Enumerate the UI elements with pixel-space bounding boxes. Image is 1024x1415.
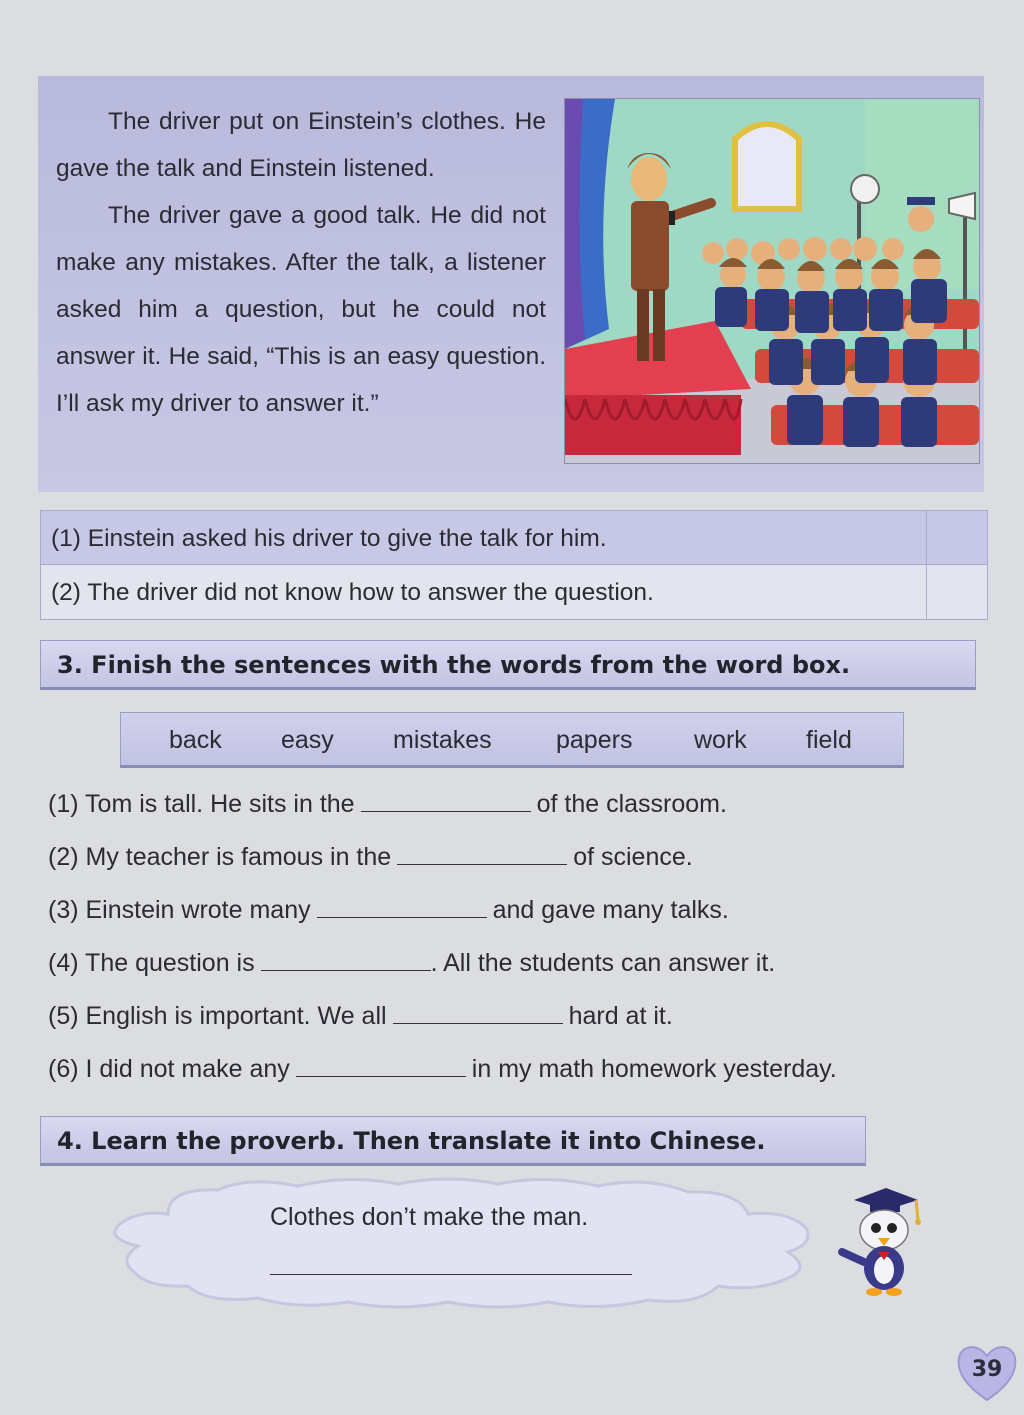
word-box: [120, 712, 904, 768]
sentence-text: (1) Tom is tall. He sits in the: [48, 790, 355, 818]
fill-in-sentence: [48, 1052, 837, 1086]
sentence-text: of science.: [573, 843, 693, 871]
answer-blank[interactable]: [361, 789, 531, 812]
lecture-illustration: [564, 98, 980, 464]
answer-blank[interactable]: [393, 1001, 563, 1024]
fill-in-sentence: [48, 840, 693, 874]
word-box-item: work: [694, 726, 747, 754]
answer-blank[interactable]: [397, 842, 567, 865]
section-4-heading: 4. Learn the proverb. Then translate it into Chinese.: [40, 1116, 866, 1166]
cloud-icon: [98, 1174, 818, 1312]
true-false-table: [40, 510, 988, 620]
section-3-heading: 3. Finish the sentences with the words from the word box.: [40, 640, 976, 690]
word-box-item: papers: [556, 726, 633, 754]
story-panel: [38, 76, 984, 492]
sentence-text: (2) My teacher is famous in the: [48, 843, 392, 871]
answer-blank[interactable]: [261, 948, 431, 971]
true-false-row: (2) The driver did not know how to answer the question.: [40, 565, 926, 620]
sentence-text: in my math homework yesterday.: [471, 1055, 837, 1083]
story-paragraph-1: The driver put on Einstein’s clothes. He gave the talk and Einstein listened.: [56, 108, 546, 182]
owl-mascot-icon: [832, 1186, 926, 1298]
answer-box[interactable]: [926, 565, 988, 620]
word-box-item: easy: [281, 726, 334, 754]
fill-in-sentence: [48, 787, 727, 821]
lecture-hall-image: [565, 99, 979, 463]
fill-in-sentence: [48, 999, 673, 1033]
fill-in-sentence: [48, 893, 729, 927]
sentence-text: (3) Einstein wrote many: [48, 896, 311, 924]
answer-blank[interactable]: [317, 895, 487, 918]
sentence-text: and gave many talks.: [492, 896, 729, 924]
word-box-item: back: [169, 726, 222, 754]
sentence-text: (6) I did not make any: [48, 1055, 290, 1083]
page-number: 39: [971, 1357, 1003, 1382]
fill-in-sentence: [48, 946, 775, 980]
sentence-text: (5) English is important. We all: [48, 1002, 387, 1030]
proverb-text: Clothes don’t make the man.: [270, 1203, 589, 1231]
sentence-text: . All the students can answer it.: [430, 949, 776, 977]
word-box-item: field: [806, 726, 852, 754]
true-false-row: (1) Einstein asked his driver to give the talk for him.: [40, 510, 926, 565]
story-text: [56, 98, 546, 427]
translation-blank[interactable]: [270, 1274, 632, 1275]
sentence-text: hard at it.: [568, 1002, 673, 1030]
word-box-item: mistakes: [393, 726, 492, 754]
sentence-text: of the classroom.: [536, 790, 727, 818]
sentence-text: (4) The question is: [48, 949, 255, 977]
story-paragraph-2: The driver gave a good talk. He did not make any mistakes. After the talk, a listener asked him a question, but he could not answer it. He said, “This is an easy question. I’ll ask my driver to answer it.”: [56, 202, 546, 417]
answer-blank[interactable]: [296, 1054, 466, 1077]
answer-box[interactable]: [926, 510, 988, 565]
